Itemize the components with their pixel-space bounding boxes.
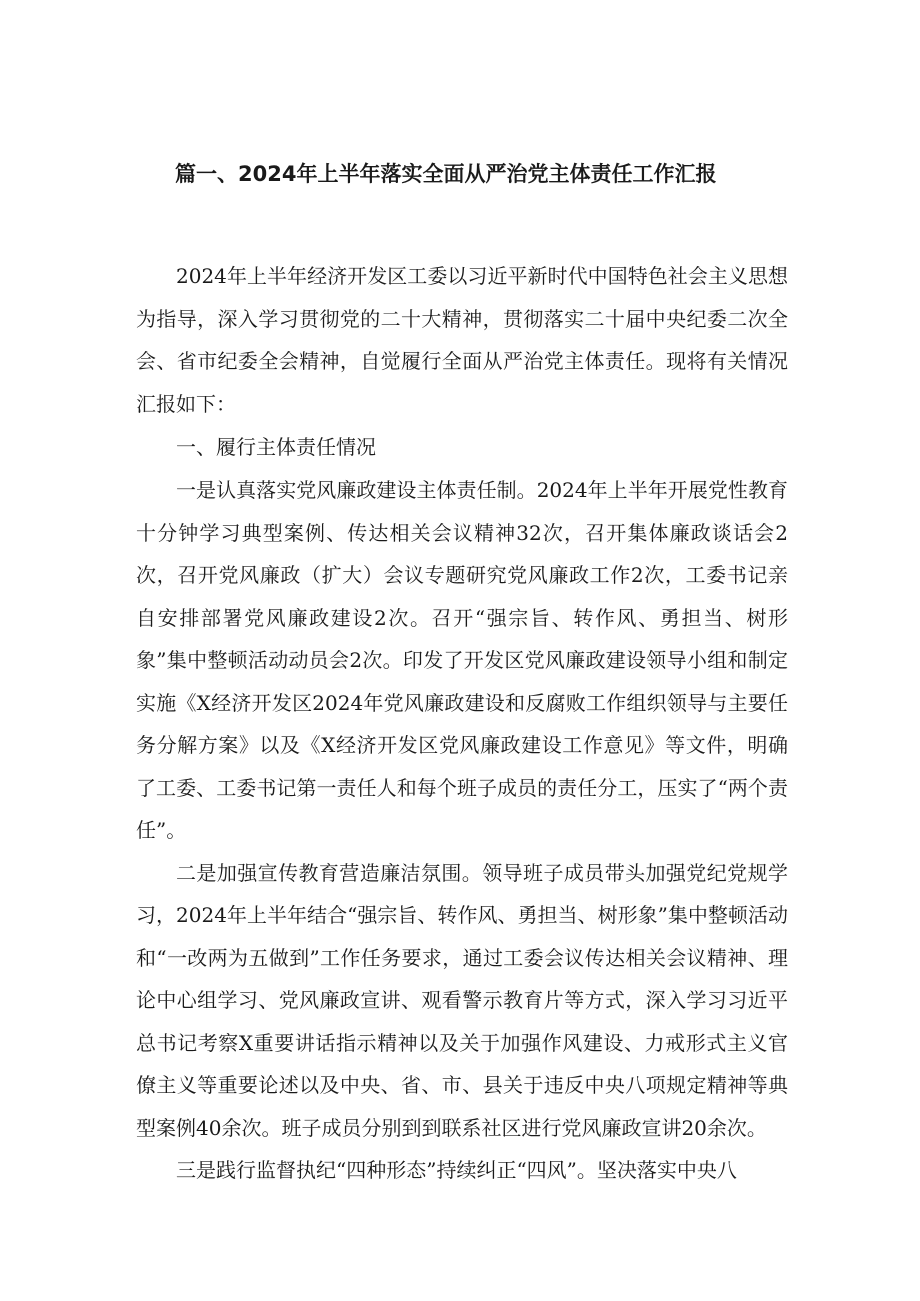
intro-paragraph: 2024年上半年经济开发区工委以习近平新时代中国特色社会主义思想为指导，深入学习贯彻党的二十大精神，贯彻落实二十届中央纪委二次全会、省市纪委全会精神，自觉履行全面从严治党主体责任。现将有关情况汇报如下： — [136, 264, 788, 416]
document-body — [136, 255, 788, 1192]
paragraph-education: 二是加强宣传教育营造廉洁氛围。领导班子成员带头加强党纪党规学习，2024年上半年结合“强宗旨、转作风、勇担当、树形象”集中整顿活动和“一改两为五做到”工作任务要求，通过工委会议传达相关会议精神、理论中心组学习、党风廉政宣讲、观看警示教育片等方式，深入学习习近平总书记考察X重要讲话指示精神以及关于加强作风建设、力戒形式主义官僚主义等重要论述以及中央、省、市、县关于违反中央八项规定精神等典型案例40余次。班子成员分别到到联系社区进行党风廉政宣讲20余次。 — [136, 860, 788, 1140]
section-heading: 一、履行主体责任情况 — [176, 435, 376, 459]
paragraph-supervision: 三是践行监督执纪“四种形态”持续纠正“四风”。坚决落实中央八 — [176, 1158, 737, 1182]
paragraph-responsibility: 一是认真落实党风廉政建设主体责任制。2024年上半年开展党性教育十分钟学习典型案例、传达相关会议精神32次，召开集体廉政谈话会2次，召开党风廉政（扩大）会议专题研究党风廉政工作2次，工委书记亲自安排部署党风廉政建设2次。召开“强宗旨、转作风、勇担当、树形象”集中整顿活动动员会2次。印发了开发区党风廉政建设领导小组和制定实施《X经济开发区2024年党风廉政建设和反腐败工作组织领导与主要任务分解方案》以及《X经济开发区党风廉政建设工作意见》等文件，明确了工委、工委书记第一责任人和每个班子成员的责任分工，压实了“两个责任”。 — [136, 478, 788, 842]
document-title: 篇一、2024年上半年落实全面从严治党主体责任工作汇报 — [175, 162, 717, 186]
